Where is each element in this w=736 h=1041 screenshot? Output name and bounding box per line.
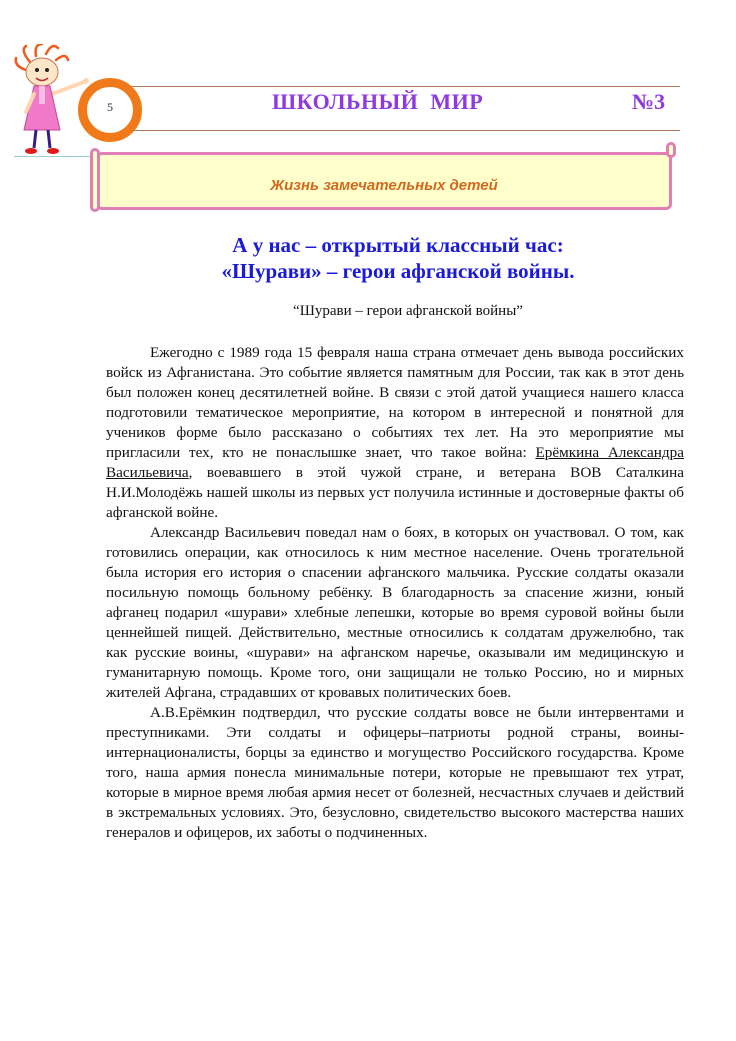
header-rule-bottom	[120, 130, 680, 131]
paragraph-1-text-b: , воевавшего в этой чужой стране, и ветерана ВОВ Саталкина Н.И.Молодёжь нашей школы из первых уст получила истинные и достоверные факты об афганской войне.	[106, 464, 684, 521]
veteran-name-link[interactable]: Ерёмкина Александра Васильевича	[106, 444, 684, 481]
section-banner	[90, 148, 676, 212]
headline-line-1: А у нас – открытый классный час:	[232, 233, 564, 257]
section-title: Жизнь замечательных детей	[270, 177, 498, 194]
page-number: 5	[107, 100, 113, 114]
scroll-curl-right	[666, 142, 676, 158]
article-headline	[110, 232, 686, 284]
magazine-title: ШКОЛЬНЫЙ МИР	[272, 89, 484, 114]
paragraph-1-text-a: Ежегодно с 1989 года 15 февраля наша страна отмечает день вывода российских войск из Афганистана. Это событие является памятным для России, так как в этот день был положен конец десятилетней войне. В связи с этой датой учащиеся нашего класса подготовили тематическое мероприятие, на котором в интересной и понятной для учеников форме было рассказано о событиях тех лет. На это мероприятие мы пригласили тех, кто не понаслышке знает, что такое война:	[106, 344, 684, 461]
issue-number: №3	[632, 89, 666, 114]
paragraph-1	[106, 343, 684, 523]
header-rule-top	[120, 86, 680, 87]
article-subtitle: “Шурави – герои афганской войны”	[293, 303, 523, 319]
paragraph-3: А.В.Ерёмкин подтвердил, что русские солдаты вовсе не были интервентами и преступниками. Эти солдаты и офицеры–патриоты родной страны, воины-интернационалисты, борцы за единство и могущество Российского государства. Кроме того, наша армия понесла минимальные потери, которые не превышают тех утрат, которые в мирное время любая армия несет от болезней, несчастных случаев и действий в экстремальных условиях. Это, безусловно, свидетельство высокого мастерства наших генералов и офицеров, их заботы о подчиненных.	[106, 704, 684, 841]
article-body	[106, 343, 684, 843]
paragraph-2: Александр Васильевич поведал нам о боях, в которых он участвовал. О том, как готовились операции, как относилось к ним местное население. Очень трогательной была история его история о спасении афганского мальчика. Русские солдаты оказали посильную помощь больному ребёнку. В благодарность за спасение жизни, юный афганец подарил «шурави» хлебные лепешки, которые во время суровой войны были ценнейшей пищей. Действительно, местные относились к солдатам дружелюбно, так как русские воины, «шурави» на афганском наречье, оказывали им медицинскую и гуманитарную помощь. Кроме того, они защищали не только Россию, но и мирных жителей Афгана, страдавших от кровавых политических боев.	[106, 524, 684, 701]
left-rule	[14, 156, 96, 157]
headline-line-2: «Шурави» – герои афганской войны.	[221, 259, 575, 283]
page-number-badge	[78, 78, 142, 142]
scroll-curl-left	[90, 148, 100, 212]
section-banner-body	[96, 152, 672, 210]
